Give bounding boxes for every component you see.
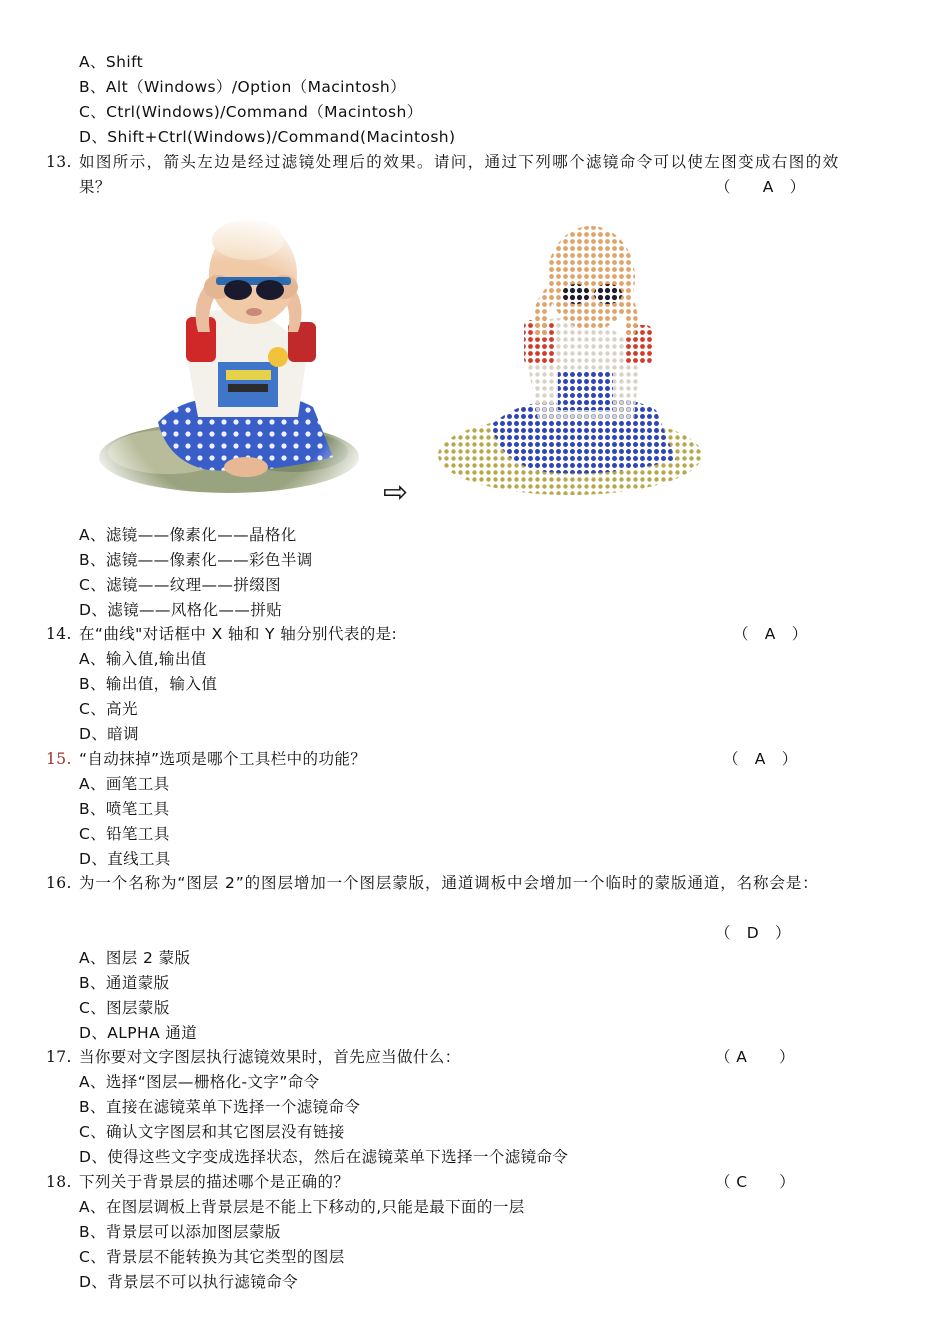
q18-option-a: A、在图层调板上背景层是不能上下移动的,只能是最下面的一层 xyxy=(79,1198,525,1216)
q15-answer: （ A ） xyxy=(723,750,798,768)
baby-photo-original xyxy=(98,212,360,494)
right-arrow-icon: ⇨ xyxy=(383,475,409,510)
q18-option-b: B、背景层可以添加图层蒙版 xyxy=(79,1223,281,1241)
q18-question: 下列关于背景层的描述哪个是正确的？ xyxy=(79,1173,350,1191)
q13-option-b: B、滤镜——像素化——彩色半调 xyxy=(79,551,313,569)
q16-question: 为一个名称为“图层 2”的图层增加一个图层蒙版，通道调板中会增加一个临时的蒙版通道，名称会是： xyxy=(79,874,819,892)
q13-answer: （ A ） xyxy=(715,178,806,196)
q12-option-d: D、Shift+Ctrl(Windows)/Command(Macintosh) xyxy=(79,128,456,146)
q16-answer: （ D ） xyxy=(715,924,791,942)
q16-option-d: D、ALPHA 通道 xyxy=(79,1024,198,1042)
q16-option-a: A、图层 2 蒙版 xyxy=(79,949,191,967)
q13-number: 13. xyxy=(46,153,72,171)
q18-option-c: C、背景层不能转换为其它类型的图层 xyxy=(79,1248,345,1266)
q17-option-d: D、使得这些文字变成选择状态，然后在滤镜菜单下选择一个滤镜命令 xyxy=(79,1148,569,1166)
q17-question: 当你要对文字图层执行滤镜效果时，首先应当做什么： xyxy=(79,1048,461,1066)
q14-option-a: A、输入值,输出值 xyxy=(79,650,207,668)
q17-answer: （ A ） xyxy=(715,1048,795,1066)
q14-option-d: D、暗调 xyxy=(79,725,140,743)
q13-option-a: A、滤镜——像素化——晶格化 xyxy=(79,526,297,544)
q16-option-b: B、通道蒙版 xyxy=(79,974,170,992)
q15-option-a: A、画笔工具 xyxy=(79,775,170,793)
q18-number: 18. xyxy=(46,1173,72,1191)
q13-question-line2: 果？ xyxy=(79,178,111,196)
q17-option-c: C、确认文字图层和其它图层没有链接 xyxy=(79,1123,345,1141)
q13-option-d: D、滤镜——风格化——拼贴 xyxy=(79,601,283,619)
q13-option-c: C、滤镜——纹理——拼缀图 xyxy=(79,576,282,594)
q15-question: “自动抹掉”选项是哪个工具栏中的功能？ xyxy=(79,750,367,768)
q18-option-d: D、背景层不可以执行滤镜命令 xyxy=(79,1273,299,1291)
q14-option-b: B、输出值，输入值 xyxy=(79,675,218,693)
q13-question-line1: 如图所示，箭头左边是经过滤镜处理后的效果。请问，通过下列哪个滤镜命令可以使左图变成右图的效 xyxy=(79,153,840,171)
q16-number: 16. xyxy=(46,874,72,892)
q17-option-b: B、直接在滤镜菜单下选择一个滤镜命令 xyxy=(79,1098,361,1116)
q15-option-b: B、喷笔工具 xyxy=(79,800,170,818)
q12-option-a: A、Shift xyxy=(79,53,144,71)
q15-option-c: C、铅笔工具 xyxy=(79,825,170,843)
q12-option-c: C、Ctrl(Windows)/Command（Macintosh） xyxy=(79,103,423,121)
q14-number: 14. xyxy=(46,625,72,643)
q15-option-d: D、直线工具 xyxy=(79,850,171,868)
q14-question: 在“曲线"对话框中 X 轴和 Y 轴分别代表的是: xyxy=(79,625,398,643)
baby-photo-halftone xyxy=(436,210,704,500)
q14-answer: （ A ） xyxy=(733,625,808,643)
q17-number: 17. xyxy=(46,1048,72,1066)
q14-option-c: C、高光 xyxy=(79,700,138,718)
q18-answer: （ C ） xyxy=(715,1173,796,1191)
q17-option-a: A、选择“图层—栅格化-文字”命令 xyxy=(79,1073,320,1091)
q12-option-b: B、Alt（Windows）/Option（Macintosh） xyxy=(79,78,407,96)
q15-number: 15. xyxy=(46,750,72,768)
q16-option-c: C、图层蒙版 xyxy=(79,999,170,1017)
